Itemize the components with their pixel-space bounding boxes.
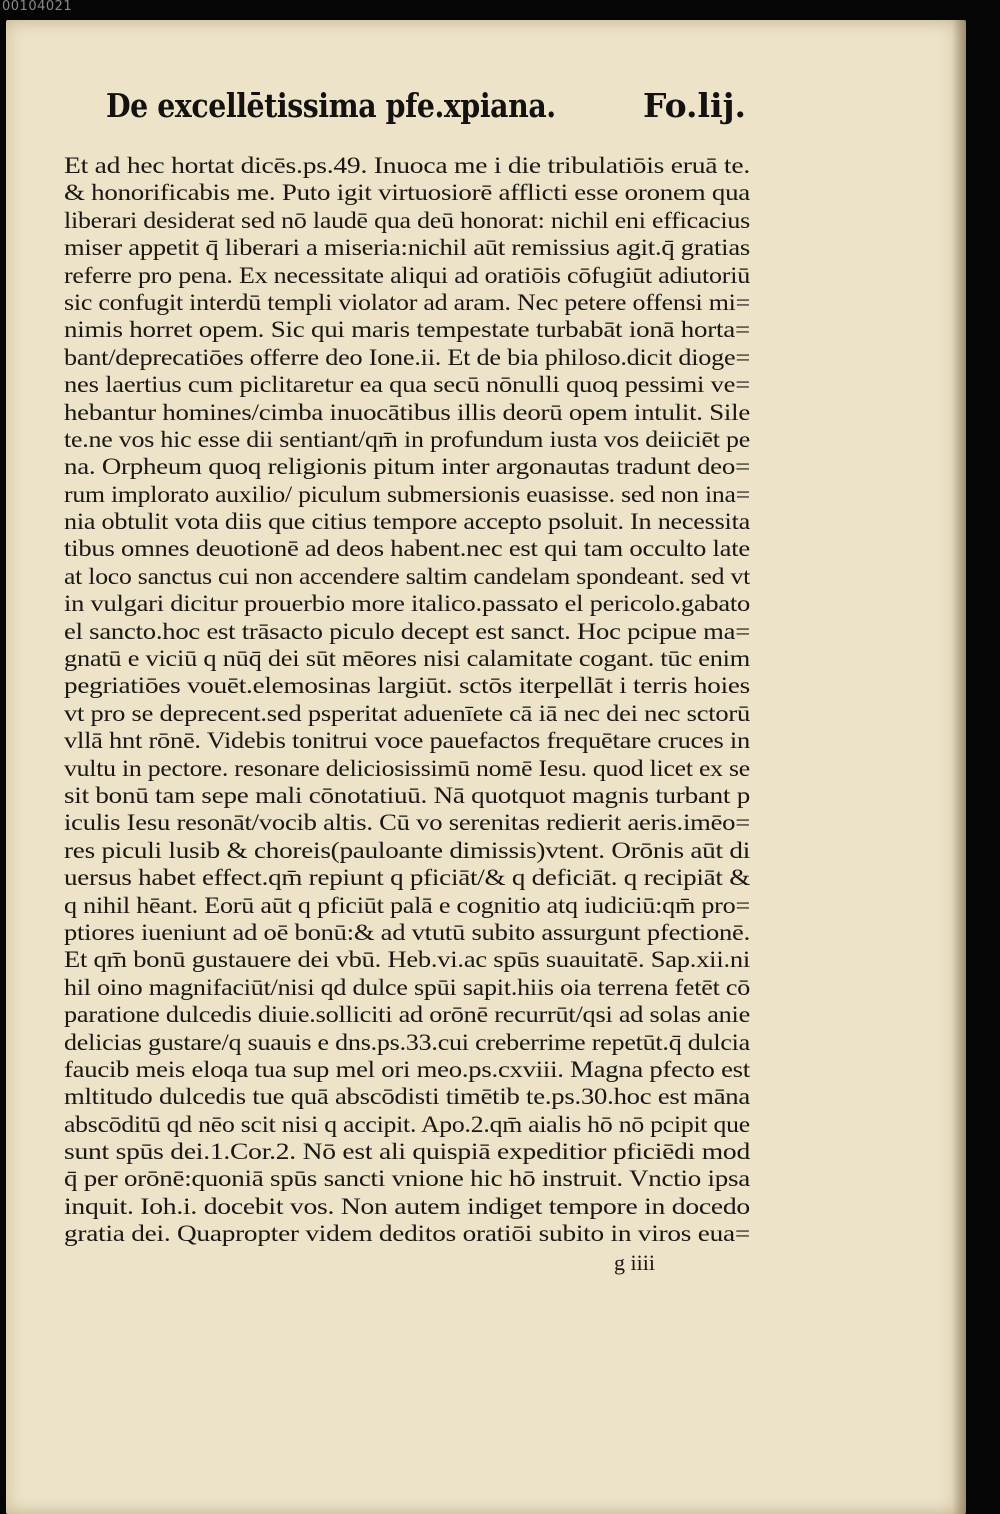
signature-mark: g iiii <box>614 1250 655 1275</box>
text-line: q̄ per orōnē:quoniā spūs sancti vnione hic hō instruit. Vnctio ipsa <box>64 1166 750 1192</box>
body-text <box>64 152 750 1248</box>
text-line: mltitudo dulcedis tue quā abscōdisti timētib te.ps.30.hoc est māna <box>64 1084 750 1110</box>
running-head-title: De excellētissima pfe.xpiana. <box>106 86 556 125</box>
text-line: liberari desiderat sed nō laudē qua deū honorat: nichil eni efficacius <box>64 207 750 233</box>
text-line: gratia dei. Quapropter videm deditos oratiōi subito in viros eua= <box>64 1221 750 1247</box>
text-line: gnatū e viciū q nūq̄ dei sūt mēores nisi calamitate cogant. tūc enim <box>64 646 750 672</box>
text-line: nes laertius cum piclitaretur ea qua secū nōnulli quoq pessimi ve= <box>64 372 750 398</box>
text-line: vultu in pectore. resonare deliciosissimū nomē Iesu. quod licet ex se <box>64 755 750 781</box>
text-line: & honorificabis me. Puto igit virtuosiorē afflicti esse oronem qua <box>64 180 750 206</box>
text-line: bant/deprecatiōes offerre deo Ione.ii. Et de bia philoso.dicit dioge= <box>64 344 750 370</box>
text-line: tibus omnes deuotionē ad deos habent.nec est qui tam occulto late <box>64 536 750 562</box>
text-line: uersus habet effect.qm̄ repiunt q pficiāt/& q deficiāt. q recipiāt & <box>64 865 750 891</box>
text-line: na. Orpheum quoq religionis pitum inter argonautas tradunt deo= <box>64 454 750 480</box>
text-line: hil oino magnifaciūt/nisi qd dulce spūi sapit.hiis oia terrena fetēt cō <box>64 974 750 1000</box>
text-line: at loco sanctus cui non accendere saltim candelam spondeant. sed vt <box>64 563 750 589</box>
text-line: q nihil hēant. Eorū aūt q pficiūt palā e cognitio atq iudiciū:qm̄ pro= <box>64 892 750 918</box>
text-line: Et ad hec hortat dicēs.ps.49. Inuoca me i die tribulatiōis eruā te. <box>64 153 750 178</box>
book-page <box>6 20 966 1514</box>
text-line: delicias gustare/q suauis e dns.ps.33.cui creberrime repetūt.q̄ dulcia <box>64 1029 750 1055</box>
text-line: sit bonū tam sepe mali cōnotatiuū. Nā quotquot magnis turbant p <box>64 782 750 808</box>
text-line: el sancto.hoc est trāsacto piculo decept est sanct. Hoc pcipue ma= <box>64 618 750 644</box>
text-line: sunt spūs dei.1.Cor.2. Nō est ali quispiā expeditior pficiēdi mod <box>64 1139 750 1165</box>
text-line: nimis horret opem. Sic qui maris tempestate turbabāt ionā horta= <box>64 317 750 343</box>
text-line: vllā hnt rōnē. Videbis tonitrui voce pauefactos frequētare cruces in <box>64 728 750 754</box>
text-line: pegriatiōes vouēt.elemosinas largiūt. sctōs iterpellāt i terris hoies <box>64 673 750 699</box>
running-head <box>106 86 746 142</box>
text-line: inquit. Ioh.i. docebit vos. Non autem indiget tempore in docedo <box>64 1193 750 1219</box>
text-line: hebantur homines/cimba inuocātibus illis deorū opem intulit. Sile <box>64 399 750 425</box>
scan-id-label: 00104021 <box>2 0 73 14</box>
folio-number: Fo.lij. <box>642 86 746 125</box>
text-line: referre pro pena. Ex necessitate aliqui ad oratiōis cōfugiūt adiutoriū <box>64 262 750 288</box>
text-line: miser appetit q̄ liberari a miseria:nichil aūt remissius agit.q̄ gratias <box>64 235 750 261</box>
text-line: Et qm̄ bonū gustauere dei vbū. Heb.vi.ac spūs suauitatē. Sap.xii.ni <box>64 947 750 973</box>
text-line: faucib meis eloqa tua sup mel ori meo.ps.cxviii. Magna pfecto est <box>64 1056 750 1082</box>
text-line: vt pro se deprecent.sed psperitat aduenīete cā iā nec dei nec sctorū <box>64 700 750 726</box>
text-line: te.ne vos hic esse dii sentiant/qm̄ in profundum iusta vos deiiciēt pe <box>64 426 750 452</box>
text-line: ptiores iueniunt ad oē bonū:& ad vtutū subito assurgunt pfectionē. <box>64 919 750 945</box>
text-line: rum implorato auxilio/ piculum submersionis euasisse. sed non ina= <box>64 481 750 507</box>
text-line: in vulgari dicitur prouerbio more italico.passato el pericolo.gabato <box>64 591 750 617</box>
text-line: res piculi lusib & choreis(pauloante dimissis)vtent. Orōnis aūt di <box>64 837 750 863</box>
text-line: iculis Iesu resonāt/vocib altis. Cū vo serenitas redierit aeris.imēo= <box>64 810 750 836</box>
text-line: abscōditū qd nēo scit nisi q accipit. Apo.2.qm̄ aialis hō nō pcipit que <box>64 1111 750 1137</box>
text-line: nia obtulit vota diis que citius tempore accepto psoluit. In necessita <box>64 509 750 535</box>
text-line: sic confugit interdū templi violator ad aram. Nec petere offensi mi= <box>64 289 750 315</box>
text-line: paratione dulcedis diuie.solliciti ad orōnē recurrūt/qsi ad solas anie <box>64 1002 750 1028</box>
